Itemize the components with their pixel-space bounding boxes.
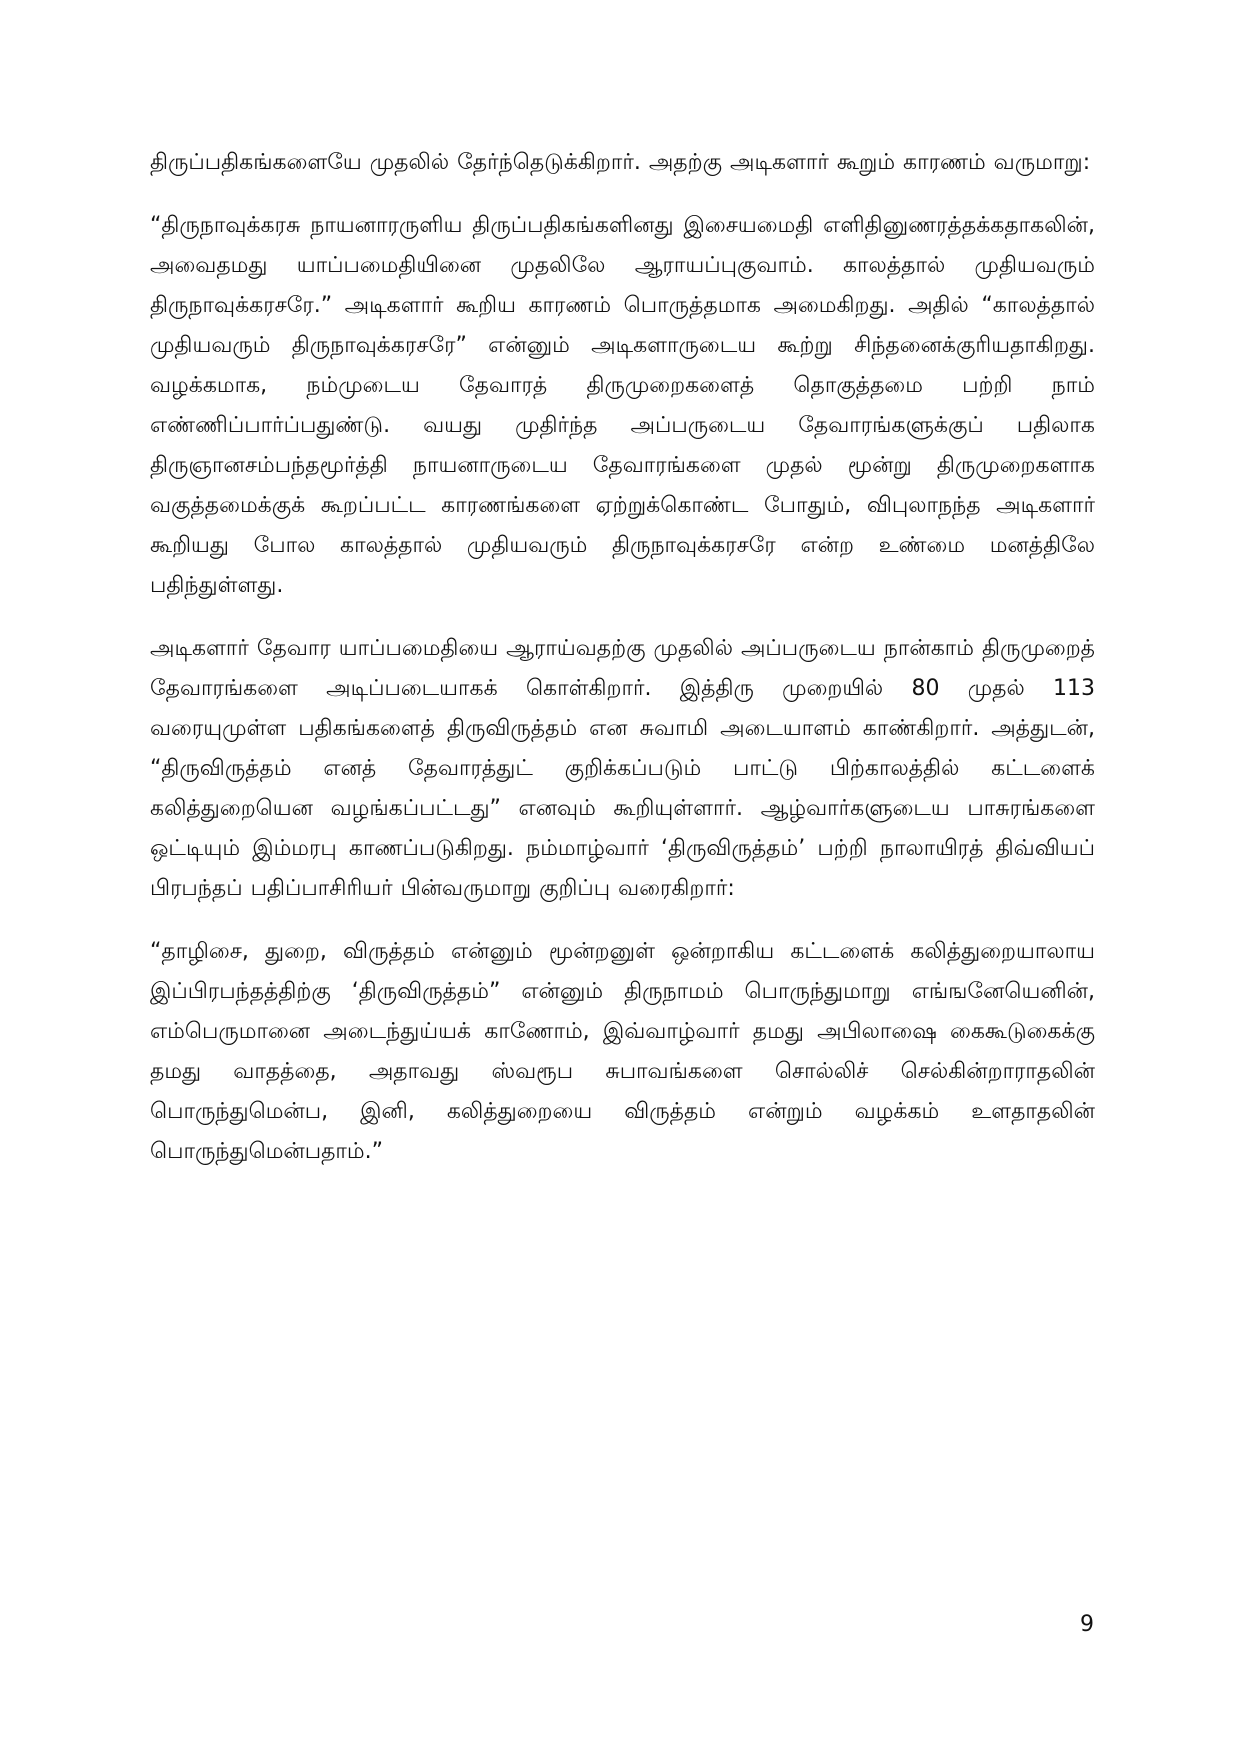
paragraph: “தாழிசை, துறை, விருத்தம் என்னும் மூன்றனுள் ஒன்றாகிய கட்டளைக் கலித்துறையாலாய இப்பிரபந்தத்திற்கு ‘திருவிருத்தம்” என்னும் திருநாமம் பொருந்துமாறு எங்ஙனேயெனின், எம்பெருமானை அடைந்துய்யக் காணோம், இவ்வாழ்வார் தமது அபிலாஷை கைகூடுகைக்கு தமது வாதத்தை, அதாவது ஸ்வரூப சுபாவங்களை சொல்லிச் செல்கின்றாராதலின் பொருந்துமென்ப, இனி, கலித்துறையை விருத்தம் என்றும் வழக்கம் உளதாதலின் பொருந்துமென்பதாம்.” bbox=[150, 939, 1096, 1164]
paragraph: “திருநாவுக்கரசு நாயனாரருளிய திருப்பதிகங்களினது இசையமைதி எளிதினுணரத்தக்கதாகலின், அவைதமது யாப்பமைதியினை முதலிலே ஆராயப்புகுவாம். காலத்தால் முதியவரும் திருநாவுக்கரசரே.” அடிகளார் கூறிய காரணம் பொருத்தமாக அமைகிறது. அதில் “காலத்தால் முதியவரும் திருநாவுக்கரசரே” என்னும் அடிகளாருடைய கூற்று சிந்தனைக்குரியதாகிறது. வழக்கமாக, நம்முடைய தேவாரத் திருமுறைகளைத் தொகுத்தமை பற்றி நாம் எண்ணிப்பார்ப்பதுண்டு. வயது முதிர்ந்த அப்பருடைய தேவாரங்களுக்குப் பதிலாக திருஞானசம்பந்தமூர்த்தி நாயனாருடைய தேவாரங்களை முதல் மூன்று திருமுறைகளாக வகுத்தமைக்குக் கூறப்பட்ட காரணங்களை ஏற்றுக்கொண்ட போதும், விபுலாநந்த அடிகளார் கூறியது போல காலத்தால் முதியவரும் திருநாவுக்கரசரே என்ற உண்மை மனத்திலே பதிந்துள்ளது. bbox=[150, 213, 1096, 598]
paragraph: அடிகளார் தேவார யாப்பமைதியை ஆராய்வதற்கு முதலில் அப்பருடைய நான்காம் திருமுறைத் தேவாரங்களை அடிப்படையாகக் கொள்கிறார். இத்திரு முறையில் 80 முதல் 113 வரையுமுள்ள பதிகங்களைத் திருவிருத்தம் என சுவாமி அடையாளம் காண்கிறார். அத்துடன், “திருவிருத்தம் எனத் தேவாரத்துட் குறிக்கப்படும் பாட்டு பிற்காலத்தில் கட்டளைக் கலித்துறையென வழங்கப்பட்டது” எனவும் கூறியுள்ளார். ஆழ்வார்களுடைய பாசுரங்களை ஒட்டியும் இம்மரபு காணப்படுகிறது. நம்மாழ்வார் ‘திருவிருத்தம்’ பற்றி நாலாயிரத் திவ்வியப் பிரபந்தப் பதிப்பாசிரியர் பின்வருமாறு குறிப்பு வரைகிறார்: bbox=[150, 636, 1095, 901]
body-text bbox=[150, 143, 1095, 1195]
paragraph: திருப்பதிகங்களையே முதலில் தேர்ந்தெடுக்கிறார். அதற்கு அடிகளார் கூறும் காரணம் வருமாறு: bbox=[150, 150, 1091, 175]
page-number: 9 bbox=[1080, 1612, 1094, 1637]
